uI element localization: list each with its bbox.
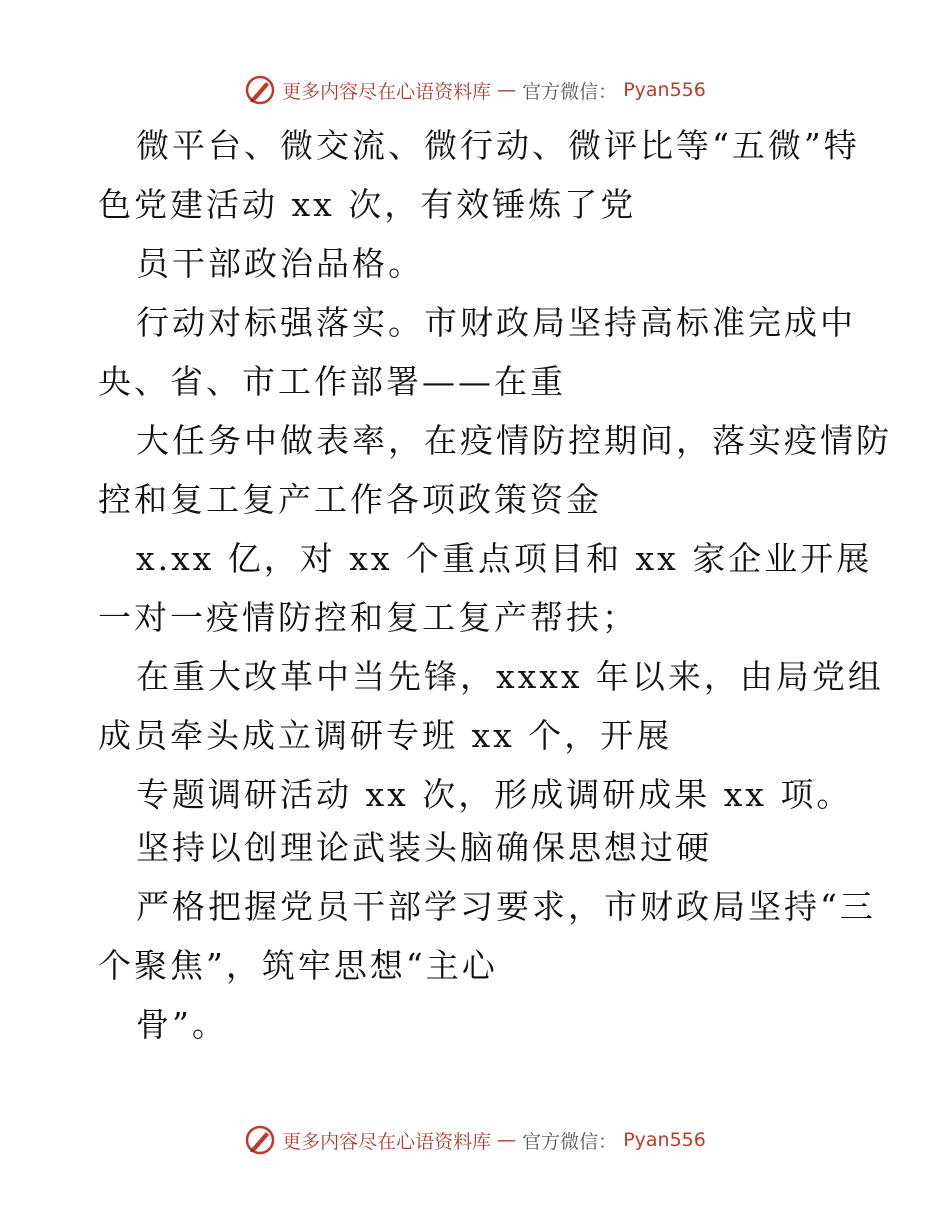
watermark-site-name: 更多内容尽在心语资料库 [282,80,492,103]
text-line: 员干部政治品格。 [136,244,424,283]
watermark-wechat-id: Pyan556 [623,79,706,101]
text-line: 严格把握党员干部学习要求，市财政局坚持“三 [136,887,876,926]
text-line: 行动对标强落实。市财政局坚持高标准完成中 [136,303,856,342]
section-heading: 坚持以创理论武装头脑确保思想过硬 [136,828,712,867]
text-line: 在重大改革中当先锋，xxxx 年以来，由局党组 [136,657,884,696]
footer-watermark [0,1124,950,1156]
text-line: 成员牵头成立调研专班 xx 个，开展 [98,716,673,755]
text-line: x.xx 亿，对 xx 个重点项目和 xx 家企业开展 [136,539,873,578]
text-line: 大任务中做表率，在疫情防控期间，落实疫情防 [136,421,892,460]
watermark-label: 官方微信： [522,1130,618,1153]
text-line: 骨”。 [136,1005,228,1044]
watermark-separator: — [497,1129,517,1151]
watermark-site-name: 更多内容尽在心语资料库 [282,1130,492,1153]
text-line: 专题调研活动 xx 次，形成调研成果 xx 项。 [136,775,853,814]
watermark-separator: — [497,79,517,101]
pen-logo-icon [244,1124,276,1156]
watermark-wechat-id: Pyan556 [623,1129,706,1151]
text-line: 一对一疫情防控和复工复产帮扶； [98,598,638,637]
text-line: 个聚焦”，筑牢思想“主心 [98,946,498,985]
text-line: 央、省、市工作部署——在重 [98,362,566,401]
text-line: 色党建活动 xx 次，有效锤炼了党 [98,185,637,224]
watermark-label: 官方微信： [522,80,618,103]
text-line: 微平台、微交流、微行动、微评比等“五微”特 [136,126,860,165]
text-line: 控和复工复产工作各项政策资金 [98,480,602,519]
